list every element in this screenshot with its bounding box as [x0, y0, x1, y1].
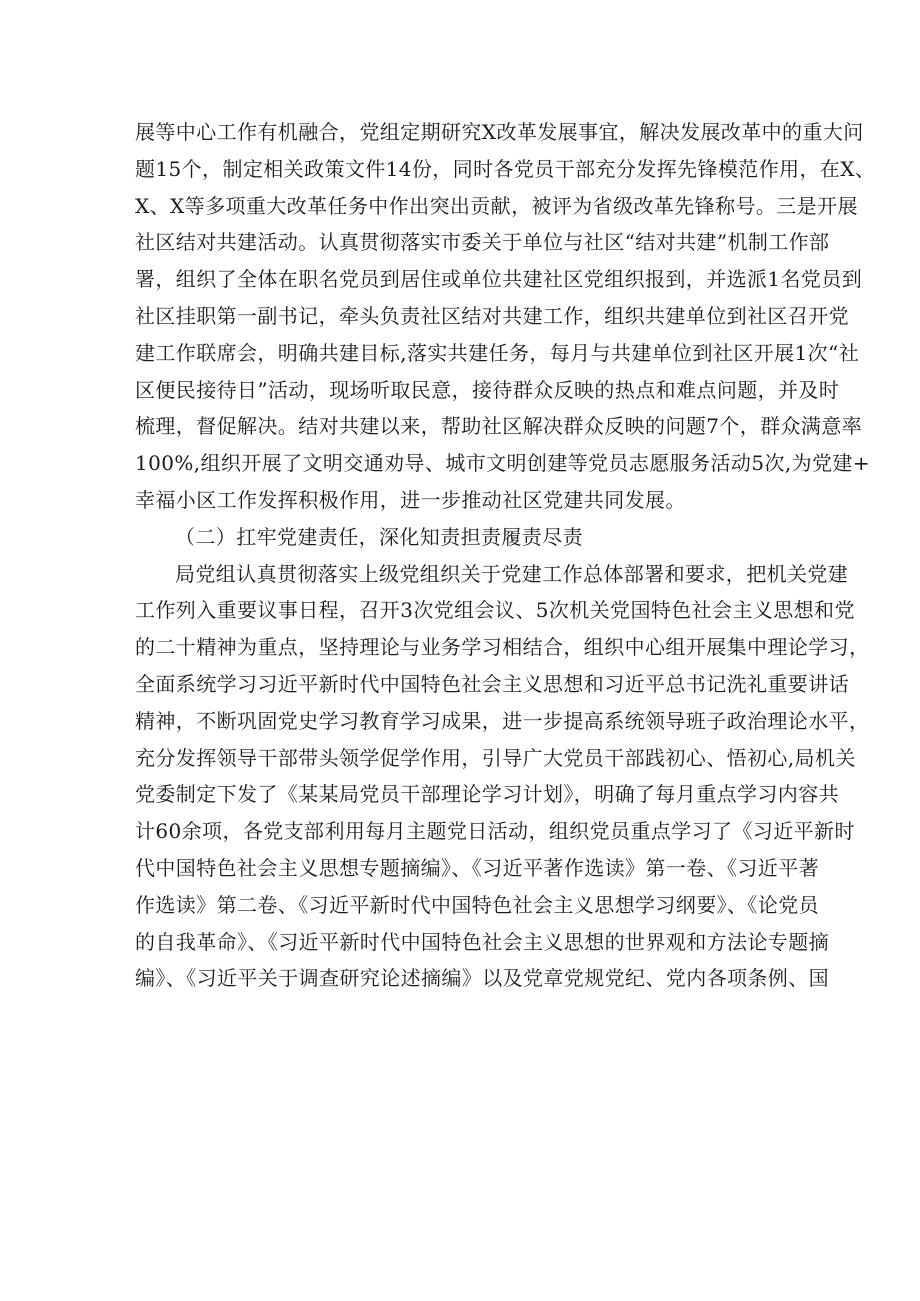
- text-line: 计60余项，各党支部利用每月主题党日活动，组织党员重点学习了《习近平新时: [135, 819, 855, 844]
- text-line: 的二十精神为重点，坚持理论与业务学习相结合，组织中心组开展集中理论学习，: [135, 635, 870, 660]
- text-line: 代中国特色社会主义思想专题摘编》、《习近平著作选读》第一卷、《习近平著: [135, 855, 819, 880]
- text-line: 党委制定下发了《某某局党员干部理论学习计划》，明确了每月重点学习内容共: [135, 782, 839, 807]
- text-line: 幸福小区工作发挥积极作用，进一步推动社区党建共同发展。: [135, 487, 686, 512]
- text-line: 题15个，制定相关政策文件14份，同时各党员干部充分发挥先锋模范作用，在X、: [135, 156, 876, 181]
- text-line: 100%,组织开展了文明交通劝导、城市文明创建等党员志愿服务活动5次,为党建+: [135, 451, 870, 476]
- text-line: 区便民接待日”活动，现场听取民意，接待群众反映的热点和难点问题，并及时: [135, 377, 840, 402]
- paragraph-party-building-responsibility: [135, 556, 870, 998]
- paragraph-community-co-building: [135, 114, 876, 519]
- document-body: [135, 114, 876, 997]
- text-line: 展等中心工作有机融合，党组定期研究X改革发展事宜，解决发展改革中的重大问: [135, 120, 864, 144]
- text-line: 局党组认真贯彻落实上级党组织关于党建工作总体部署和要求，把机关党建: [175, 561, 849, 586]
- text-line: 编》、《习近平关于调查研究论述摘编》以及党章党规党纪、党内各项条例、国: [135, 966, 829, 991]
- text-line: 全面系统学习习近平新时代中国特色社会主义思想和习近平总书记洗礼重要讲话: [135, 671, 849, 696]
- text-line: 充分发挥领导干部带头领学促学作用，引导广大党员干部践初心、悟初心,局机关: [135, 745, 856, 770]
- section-heading: （二）扛牢党建责任，深化知责担责履责尽责: [175, 524, 583, 549]
- text-line: X、X等多项重大改革任务中作出突出贡献，被评为省级改革先锋称号。三是开展: [135, 193, 858, 218]
- text-line: 工作列入重要议事日程，召开3次党组会议、5次机关党国特色社会主义思想和党: [135, 598, 855, 623]
- text-line: 作选读》第二卷、《习近平新时代中国特色社会主义思想学习纲要》、《论党员: [135, 892, 819, 917]
- text-line: 社区结对共建活动。认真贯彻落实市委关于单位与社区“结对共建”机制工作部: [135, 230, 830, 255]
- text-line: 社区挂职第一副书记，牵头负责社区结对共建工作，组织共建单位到社区召开党: [135, 303, 849, 328]
- text-line: 建工作联席会，明确共建目标,落实共建任务，每月与共建单位到社区开展1次“社: [135, 340, 860, 365]
- text-line: 精神，不断巩固党史学习教育学习成果，进一步提高系统领导班子政治理论水平，: [135, 708, 870, 733]
- text-line: 的自我革命》、《习近平新时代中国特色社会主义思想的世界观和方法论专题摘: [135, 929, 829, 954]
- text-line: 署，组织了全体在职名党员到居住或单位共建社区党组织报到，并选派1名党员到: [135, 267, 863, 292]
- text-line: 梳理，督促解决。结对共建以来，帮助社区解决群众反映的问题7个，群众满意率: [135, 414, 863, 439]
